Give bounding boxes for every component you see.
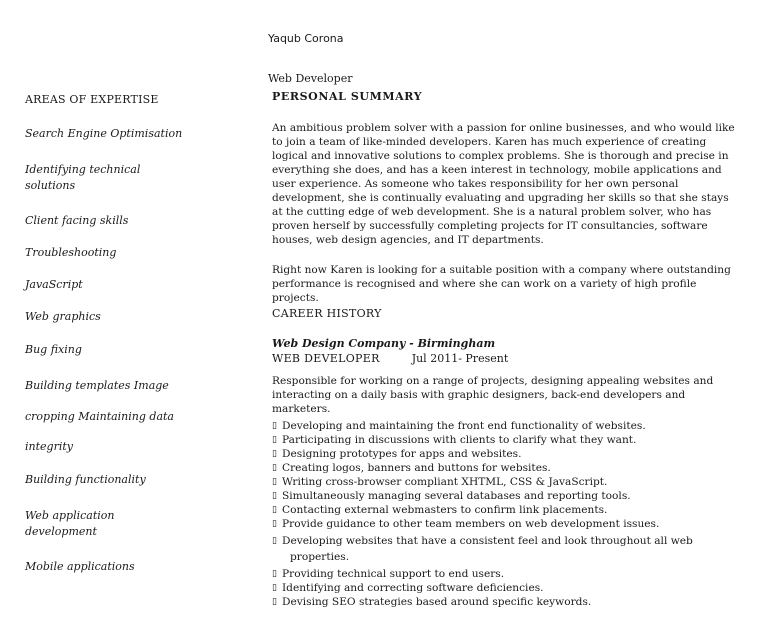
expertise-item: Client facing skills: [25, 214, 129, 227]
job-title: Web Developer: [268, 72, 353, 85]
bullet-icon: ▯: [272, 421, 277, 431]
job-dates: Jul 2011- Present: [411, 352, 509, 365]
expertise-item: integrity: [25, 440, 73, 453]
job-company: Web Design Company - Birmingham: [272, 337, 496, 350]
expertise-item: Mobile applications: [25, 560, 135, 573]
bullet-icon: ▯: [272, 597, 277, 607]
job-role-line: [272, 352, 508, 365]
expertise-item: Building templates Image: [25, 379, 169, 392]
responsibilities-list: [272, 419, 742, 609]
sidebar-heading: AREAS OF EXPERTISE: [25, 93, 159, 106]
bullet-icon: ▯: [272, 505, 277, 515]
career-heading: CAREER HISTORY: [272, 307, 382, 320]
expertise-item: Troubleshooting: [25, 246, 117, 259]
list-item: ▯ Identifying and correcting software deficiencies.: [272, 582, 544, 594]
expertise-item: Building functionality: [25, 473, 146, 486]
list-item: ▯ Writing cross-browser compliant XHTML, CSS & JavaScript.: [272, 476, 608, 488]
expertise-item: Bug fixing: [25, 343, 82, 356]
summary-paragraph: Right now Karen is looking for a suitable position with a company where outstanding performance is recognised and where she can work on a variety of high profile projects.: [272, 264, 731, 304]
bullet-icon: ▯: [272, 583, 277, 593]
expertise-item: Identifying technical solutions: [25, 163, 141, 192]
job-role: WEB DEVELOPER: [272, 352, 380, 365]
list-item: ▯ Providing technical support to end users.: [272, 568, 505, 580]
bullet-icon: ▯: [272, 463, 277, 473]
list-item: ▯ Provide guidance to other team members on web development issues.: [272, 518, 660, 530]
candidate-name: Yaqub Corona: [268, 32, 344, 45]
list-item-continuation: properties.: [290, 551, 350, 563]
expertise-item: Search Engine Optimisation: [25, 127, 183, 140]
bullet-icon: ▯: [272, 519, 277, 529]
summary-heading: PERSONAL SUMMARY: [272, 90, 423, 103]
job-description: Responsible for working on a range of projects, designing appealing websites and interacting on a daily basis with graphic designers, back-end developers and marketers.: [272, 375, 714, 415]
summary-paragraph: An ambitious problem solver with a passion for online businesses, and who would like to join a team of like-minded developers. Karen has much experience of creating logical and innovative solutions to complex problems. She is thorough and precise in everything she does, and has a keen interest in technology, mobile applications and user experience. As someone who takes responsibility for her own personal development, she is continually evaluating and upgrading her skills so that she stays at the cutting edge of web development. She is a natural problem solver, who has proven herself by successfully completing projects for IT consultancies, software houses, web design agencies, and IT departments.: [272, 122, 735, 246]
list-item: ▯ Developing websites that have a consistent feel and look throughout all web properties.: [272, 534, 742, 564]
bullet-icon: ▯: [272, 449, 277, 459]
list-item: ▯ Contacting external webmasters to confirm link placements.: [272, 504, 608, 516]
bullet-icon: ▯: [272, 477, 277, 487]
list-item: ▯ Creating logos, banners and buttons for websites.: [272, 462, 551, 474]
list-item: ▯ Developing and maintaining the front end functionality of websites.: [272, 420, 646, 432]
bullet-icon: ▯: [272, 491, 277, 501]
bullet-icon: ▯: [272, 435, 277, 445]
bullet-icon: ▯: [272, 536, 277, 546]
expertise-item: Web graphics: [25, 310, 101, 323]
list-item: ▯ Participating in discussions with clients to clarify what they want.: [272, 434, 637, 446]
list-item: ▯ Designing prototypes for apps and websites.: [272, 448, 522, 460]
expertise-item: cropping Maintaining data: [25, 410, 174, 423]
bullet-icon: ▯: [272, 569, 277, 579]
list-item: ▯ Devising SEO strategies based around specific keywords.: [272, 596, 592, 608]
list-item: ▯ Simultaneously managing several databases and reporting tools.: [272, 490, 631, 502]
expertise-item: JavaScript: [25, 278, 83, 291]
expertise-item: Web application development: [25, 509, 115, 538]
